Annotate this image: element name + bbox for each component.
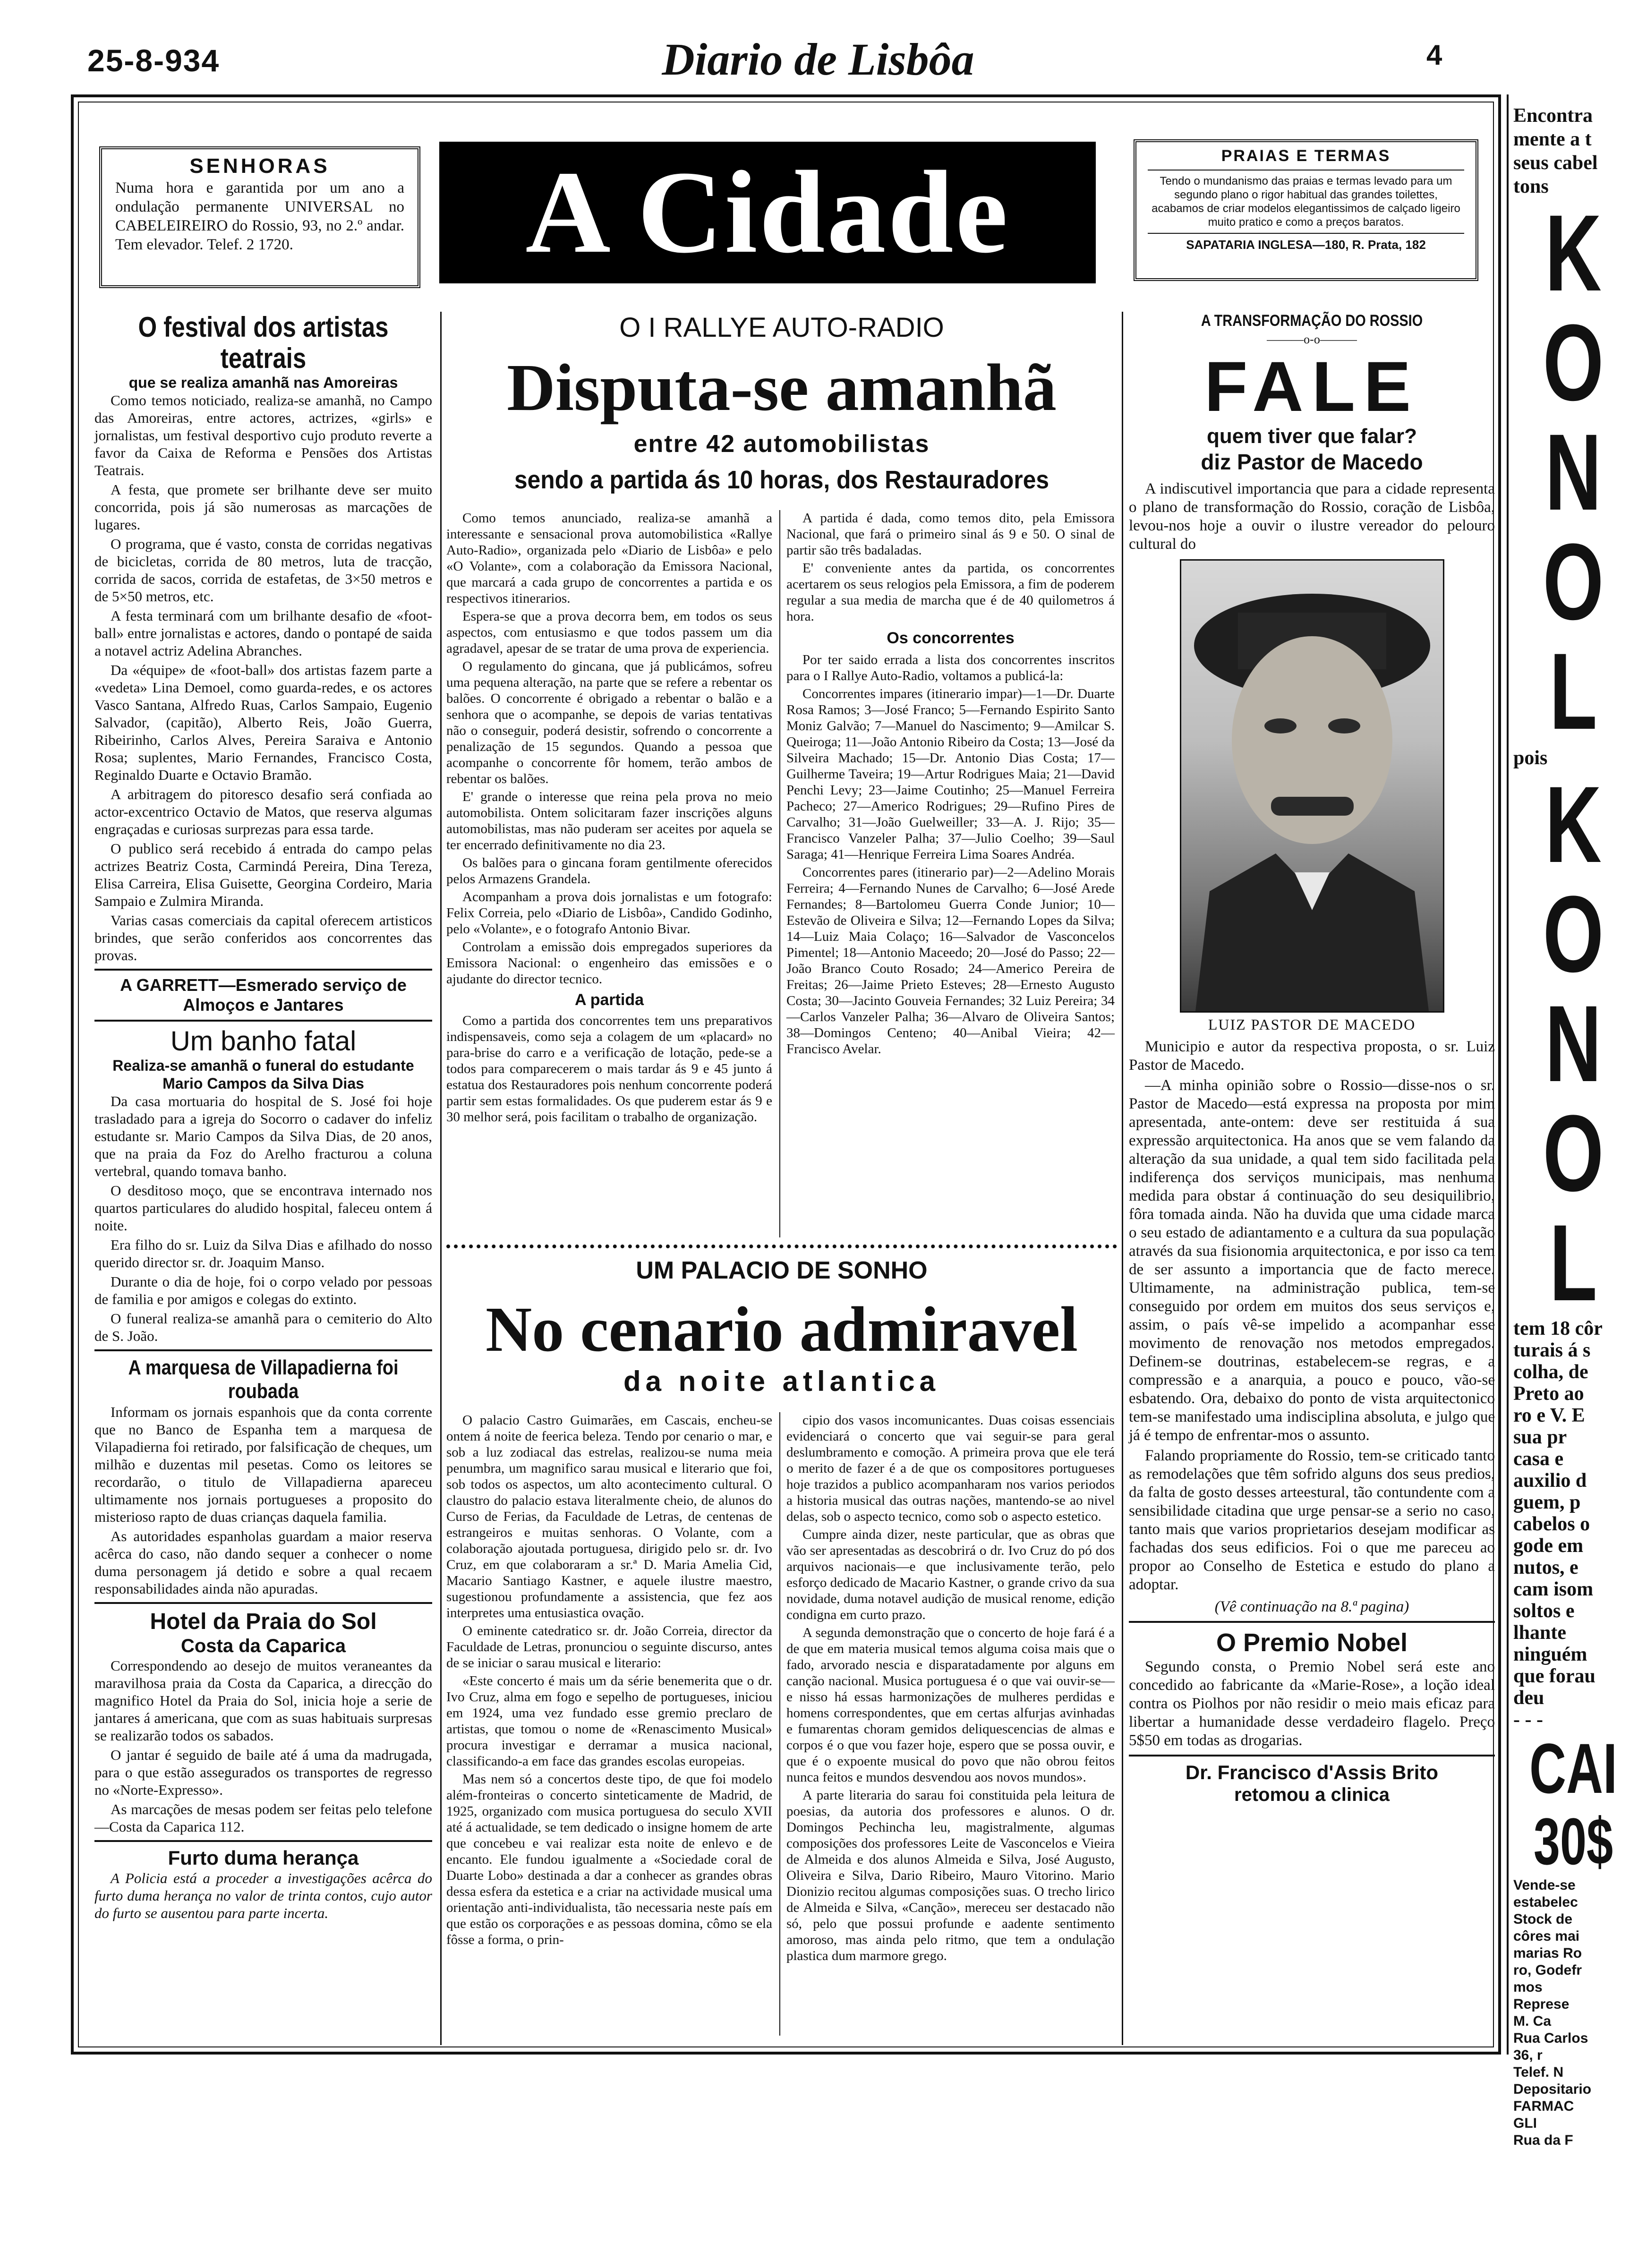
strip-small-line: mos [1513, 1979, 1543, 1995]
rossio-paragraph: Municipio e autor da respectiva proposta, o sr. Luiz Pastor de Macedo. [1129, 1038, 1495, 1074]
strip-line: casa e [1513, 1448, 1564, 1470]
marquesa-paragraph: Informam os jornais espanhois que da conta corrente que no Banco de Espanha tem a marquesa de Vilapadierna foi retirado, por falsificação de cheques, um milhão e duzentas mil pesetas. Como os leitores se recordarão, o titulo de Villapadierna apareceu ultimamente nos jornais portugueses a proposito do misterioso rapto de duas crianças daquela familia. [94, 1404, 432, 1525]
marquesa-headline: A marquesa de Villapadierna foi roubada [128, 1356, 399, 1403]
festival-headline: O festival dos artistas teatrais [138, 311, 389, 374]
issue-date: 25-8-934 [87, 43, 220, 78]
strip-line: sua pr [1513, 1426, 1567, 1448]
rallye-headline: Disputa-se amanhã [507, 350, 1057, 425]
palacio-paragraph: Cumpre ainda dizer, neste particular, que as obras que vão ser apresentadas as descobrirá o dr. Ivo Cruz do pó dos arquivos nacionais—e que inclusivamente terão, pelo esforço dedicado de Macario Kastner, o grande crivo da sua novidade, duma notavel audição de musical renome, edição condigna em curto prazo. [786, 1527, 1115, 1622]
palacio-column-2 [786, 1412, 1115, 1966]
rossio-paragraph: Falando propriamente do Rossio, tem-se criticado tanto as remodelações que têm sofrido alguns dos seus predios, da falta de gosto desses arteestural, tão contundente com a sensibilidade citadina que urge pensar-se a serio no caso, tanto mais que varios proprietarios desejam modificar as fachadas dos seus edificios. Foi o que me pareceu ao propor ao Conselho de Estetica e estudo do plano a adoptar. [1129, 1447, 1495, 1593]
rallye-column-2 [786, 510, 1115, 1059]
heranca-headline: Furto duma herança [168, 1847, 359, 1869]
strip-line: nutos, e [1513, 1557, 1578, 1578]
palacio-subhead: da noite atlantica [623, 1365, 940, 1397]
banho-headline: Um banho fatal [170, 1026, 357, 1057]
strip-line: seus cabel [1513, 152, 1598, 174]
strip-small-line: M. Ca [1513, 2013, 1552, 2029]
partida-heading: A partida [574, 991, 644, 1009]
strip-line: cam isom [1513, 1578, 1594, 1600]
strip-line: cabelos o [1513, 1513, 1590, 1535]
strip-line: guem, p [1513, 1492, 1581, 1513]
festival-paragraph: Da «équipe» de «foot-ball» dos artistas fazem parte a «vedeta» Lina Demoel, como guarda-redes, e os actores Vasco Santana, Alfredo Ruas, Carlos Sampaio, Eugenio Salvador, (capitão), Alberto Reis, João Guerra, Ribeirinho, Carlos Alves, Pereira Saraiva e Antonio Rosa; suplentes, Mario Fernandes, Francisco Costa, Reginaldo Duarte e Octavio Bramão. [94, 662, 432, 783]
rallye-paragraph: A partida é dada, como temos dito, pela Emissora Nacional, que fará o primeiro sinal ás 9 e 50. O sinal de partir são três badaladas. [786, 511, 1115, 558]
rallye-paragraph: Como temos anunciado, realiza-se amanhã a interessante e sensacional prova automobilistica «Rallye Auto-Radio», organizada pelo «Diario de Lisbôa» e pelo «O Volante», com a colaboração da Emissora Nacional, que marcará a cada grupo de concorrentes a partida e os respectivos itinerarios. [446, 511, 772, 606]
rossio-kicker: A TRANSFORMAÇÃO DO ROSSIO [1201, 312, 1423, 330]
strip-small-line: 36, r [1513, 2047, 1543, 2063]
rallye-paragraph: E' grande o interesse que reina pela prova no meio automobilista. Ontem solicitaram fazer inscrições alguns automobilistas, mas não puderam ser aceites por aquela se ter encerrado definitivamente no dia 23. [446, 789, 772, 853]
ad-praias-body: Tendo o mundanismo das praias e termas levado para um segundo plano o rigor habitual das grandes toilettes, acabamos de criar modelos elegantissimos de calçado ligeiro muito pratico e como a preços baratos. [1152, 175, 1460, 229]
festival-paragraph: A festa, que promete ser brilhante deve ser muito concorrida, pois já são numerosas as marcações de lugares. [94, 481, 432, 533]
festival-paragraph: Como temos noticiado, realiza-se amanhã, no Campo das Amoreiras, entre actores, actrizes, «girls» e jornalistas, um festival desportivo cujo produto reverte a favor da Caixa de Reforma e Pensões dos Artistas Teatrais. [94, 392, 432, 478]
rossio-subhead-2: diz Pastor de Macedo [1201, 450, 1423, 474]
strip-line: pois [1513, 747, 1548, 769]
ad-praias [1134, 139, 1478, 281]
strip-small-line: Stock de [1513, 1911, 1573, 1927]
rallye-subhead: entre 42 automobilistas [633, 430, 930, 458]
continued-note: (Vê continuação na 8.ª pagina) [1214, 1598, 1409, 1615]
strip-small-line: Telef. N [1513, 2064, 1564, 2080]
strip-letter: K [1545, 764, 1602, 885]
strip-line: - - - [1513, 1709, 1543, 1731]
banho-paragraph: Durante o dia de hoje, foi o corpo velado por pessoas de familia e por amigos e colegas do extinto. [94, 1273, 432, 1307]
strip-small-line: Depositario [1513, 2081, 1592, 2097]
banho-paragraph: O desditoso moço, que se encontrava internado nos quartos particulares do aludido hospital, faleceu ontem á noite. [94, 1182, 432, 1234]
strip-line: deu [1513, 1687, 1544, 1709]
column-rule [1122, 312, 1123, 2045]
strip-line: soltos e [1513, 1600, 1575, 1622]
concorrentes-pares: Concorrentes pares (itinerario par)—2—Adelino Morais Ferreira; 4—Fernando Nunes de Carvalho; 6—José Arede Fernandes; 8—Bartolomeu Guerra Conde Junior; 10—Estevão de Oliveira e Silva; 12—Fernando Lopes da Silva; 14—Luiz Maia Colaço; 16—Salvador de Vasconcelos Pimentel; 18—Antonio Maceedo; 20—José do Passo; 22—João Branco Couto Rosado; 24—Americo Pereira de Freitas; 26—Jaime Prieto Esteves; 28—Ernesto Augusto Costa; 30—Jacinto Gouveia Fernandes; 32 Luiz Pereira; 34—Carlos Vanzeler Palha; 36—Alvaro de Oliveira Santos; 38—Domingos Centeno; 40—Anibal Vieira; 42—Francisco Avelar. [786, 865, 1115, 1057]
strip-small-line: FARMAC [1513, 2098, 1574, 2114]
strip-letter: O [1543, 873, 1604, 995]
strip-line: ro e V. E [1513, 1405, 1585, 1426]
palacio-kicker: UM PALACIO DE SONHO [636, 1257, 928, 1284]
rallye-paragraph: Acompanham a prova dois jornalistas e um fotografo: Felix Correia, pelo «Diario de Lisbôa», Candido Godinho, pelo «Volante», e o fotografo Antonio Bivar. [446, 889, 772, 937]
rallye-kicker: O I RALLYE AUTO-RADIO [619, 312, 944, 343]
strip-small-line: estabelec [1513, 1894, 1578, 1910]
rallye-subhead-2: sendo a partida ás 10 horas, dos Restauradores [514, 466, 1049, 494]
strip-line: Preto ao [1513, 1383, 1584, 1405]
strip-letter: K [1545, 192, 1602, 314]
palacio-column-1 [446, 1412, 772, 1950]
palacio-headline: No cenario admiravel [486, 1294, 1078, 1365]
photo-caption: LUIZ PASTOR DE MACEDO [1208, 1016, 1416, 1033]
strip-line: Encontra [1513, 105, 1593, 127]
festival-paragraph: Varias casas comerciais da capital oferecem artisticos brindes, que serão conferidos aos concorrentes das provas. [94, 912, 432, 963]
portrait-illustration [1181, 561, 1443, 1011]
strip-line: lhante [1513, 1622, 1567, 1644]
column-rule [440, 312, 442, 2045]
section-divider [446, 1245, 1117, 1248]
concorrentes-impares: Concorrentes impares (itinerario impar)—1—Dr. Duarte Rosa Ramos; 3—José Franco; 5—Fernando Espirito Santo Moniz Galvão; 7—Manuel do Nascimento; 9—Amilcar S. Queiroga; 11—João Antonio Ribeiro da Costa; 13—José da Silveira Machado; 15—Dr. Antonio Dias Costa; 17—Guilherme Taveira; 19—Artur Rodrigues Maia; 21—David Penchi Levy; 23—Jaime Coutinho; 25—Manuel Ferreira Pacheco; 27—Americo Rodrigues; 29—Rufino Pires de Carvalho; 31—João Guelweiller; 33—A. J. Rijo; 35—Francisco Vanzeler Palha; 37—Julio Coelho; 39—Saul Saraga; 41—Henrique Ferreira Lima Soares Andréa. [786, 686, 1115, 862]
rossio-subhead: quem tiver que falar? [1206, 425, 1417, 448]
festival-subhead: que se realiza amanhã nas Amoreiras [128, 374, 398, 391]
strip-small-line: Vende-se [1513, 1877, 1576, 1893]
ad-senhoras-body: Numa hora e garantida por um ano a ondulação permanente UNIVERSAL no CABELEIREIRO do Rossio, 93, no 2.º andar. Tem elevador. Telef. 2 1720. [115, 179, 404, 253]
konol-ad-strip [1507, 94, 1638, 2148]
concorrentes-heading: Os concorrentes [887, 629, 1015, 647]
strip-letter: L [1549, 631, 1597, 752]
ad-senhoras [99, 146, 420, 288]
column-rossio [1129, 312, 1495, 1806]
heranca-body: A Policia está a proceder a investigações acêrca do furto duma herança no valor de trinta contos, cujo autor do furto se ausentou para parte incerta. [94, 1870, 432, 1921]
concorrentes-intro: Por ter saido errada a lista dos concorrentes inscritos para o I Rallye Auto-Radio, voltamos a publicá-la: [786, 652, 1115, 683]
strip-line: mente a t [1513, 128, 1592, 150]
strip-small-lines [1509, 1877, 1638, 2149]
palacio-paragraph: A segunda demonstração que o concerto de hoje fará é a de que em materia musical temos alguma coisa mais que o fado, arvorado nescia e disparatadamente por alguns em canção nacional. Musica portuguesa é o que vai ouvir-se—e nisso há essas harmonizações de mulheres perdidas e homens correspondentes, que em certas alfurjas avinhadas e fumarentas choram gemidos deliquescencias de almas e corpos é o que vou fazer hoje, espero que se possa ouvir, e que é o expoente musical do povo que não obrou feitos nunca feitos e mundos desvendou aos novos mundos». [786, 1625, 1115, 1785]
hotel-headline: Hotel da Praia do Sol [150, 1609, 377, 1634]
festival-paragraph: A festa terminará com um brilhante desafio de «foot-ball» entre jornalistas e actores, dando o pontapé de saida a notavel actriz Adelina Abranches. [94, 607, 432, 659]
newspaper-title: Diario de Lisbôa [662, 34, 974, 85]
festival-paragraph: O programa, que é vasto, consta de corridas negativas de bicicletas, corrida de 80 metros, luta de tracção, corrida de sacos, corrida de estafetas, de 3×50 metros e de 5×50 metros, etc. [94, 536, 432, 605]
strip-letter: O [1543, 1092, 1604, 1214]
strip-line: turais á s [1513, 1339, 1591, 1361]
strip-bottom-lines [1509, 1318, 1638, 1731]
strip-letter: O [1543, 521, 1604, 642]
ad-praias-footer: SAPATARIA INGLESA—180, R. Prata, 182 [1186, 238, 1426, 252]
palacio-paragraph: A parte literaria do sarau foi constituida pela leitura de poesias, da autoria dos professores e alunos. O dr. Domingos Pechincha leu, magistralmente, algumas composições dos professores Leite de Vasconcelos e Vieira de Almeida e dos alunos Almeida e Silva, José Augusto, Oliveira e Silva, Dario Ribeiro, Mauro Vitorino. Mario Dionizio recitou algumas composições suas. O trecho lirico de Almeida e Silva, «Canção», mereceu ser destacado não só, pelo que possui profunde e aadente sentimento amoroso, mas ainda pelo ritmo, que tem a ondulação plastica dum marmore grego. [786, 1788, 1115, 1963]
rossio-intro: A indiscutivel importancia que para a cidade representa o plano de transformação do Rossio, coração de Lisbôa, levou-nos hoje a ouvir o ilustre vereador do pelouro cultural do [1129, 480, 1495, 553]
festival-paragraph: O publico será recebido á entrada do campo pelas actrizes Beatriz Costa, Carmindá Pereira, Dina Tereza, Elisa Carreira, Elisa Guisette, Georgina Cordeiro, Maria Sampaio e Zulmira Miranda. [94, 840, 432, 909]
palacio-paragraph: «Este concerto é mais um da série benemerita que o dr. Ivo Cruz, alma em fogo e sepelho de portugueses, iniciou em 1924, uma vez fundado esse gremio preclaro de artistas, que tomou o nome de «Renascimento Musical» procura investigar e derramar a musica nacional, classificando-a em face das grandes escolas europeias. [446, 1673, 772, 1769]
nobel-headline: O Premio Nobel [1216, 1629, 1408, 1657]
banho-paragraph: O funeral realiza-se amanhã para o cemiterio do Alto de S. João. [94, 1310, 432, 1344]
rallye-paragraph: E' conveniente antes da partida, os concorrentes acertarem os seus relogios pela Emissora, a fim de poderem regular a sua media de marcha que é de 40 quilometros á hora. [786, 561, 1115, 624]
partida-paragraph: Como a partida dos concorrentes tem uns preparativos indispensaveis, como seja a colagem de um «placard» no para-brise do carro e a verificação de lotação, pede-se a todos para comparecerem o mais tardar ás 9 e 45 junto á estatua dos Restauradores pois nenhum concorrente poderá partir sem estas formalidades. Os que puderem estar ás 9 e 30 melhor será, pois facilitam o trabalho de organização. [446, 1013, 772, 1125]
strip-line: que forau [1513, 1665, 1595, 1687]
ad-senhoras-heading: SENHORAS [189, 154, 330, 178]
page-number: 4 [1426, 39, 1442, 71]
hotel-paragraph: O jantar é seguido de baile até á uma da madrugada, para o que estão assegurados os transportes de regresso no «Norte-Expresso». [94, 1747, 432, 1798]
nobel-body: Segundo consta, o Premio Nobel será este ano concedido ao fabricante da «Marie-Rose», a loção ideal contra os Piolhos por não residir o meio mais eficaz para libertar a humanidade desse verdadeiro flagelo. Preço 5$50 em todas as drogarias. [1129, 1658, 1495, 1749]
rallye-paragraph: O regulamento do gincana, que já publicámos, sofreu uma pequena alteração, na parte que se refere a rebentar os balões. O concorrente é obrigado a rebentar o balão e a senhora que o acompanhe, se depois de varias tentativas não o conseguir, poderá desistir, sofrendo o concorrente a penalização de 15 segundos. Quando a pessoa que acompanhe o concorrente fôr homem, terão ambos de rebentar os balões. [446, 659, 772, 786]
strip-line: colha, de [1513, 1361, 1588, 1383]
strip-small-line: Represe [1513, 1996, 1570, 2012]
brito-subhead: retomou a clinica [1234, 1784, 1390, 1805]
strip-line: ninguém [1513, 1644, 1587, 1665]
banho-subhead: Realiza-se amanhã o funeral do estudante Mario Campos da Silva Dias [112, 1057, 414, 1092]
rossio-headline: FALE [1204, 347, 1420, 426]
strip-line: tons [1513, 176, 1549, 197]
strip-letter: N [1545, 983, 1602, 1104]
column-rule [779, 510, 780, 1237]
festival-paragraph: A arbitragem do pitoresco desafio será confiada ao actor-excentrico Octavio de Matos, que reserva algumas engraçadas e curiosas surprezas para essa tarde. [94, 786, 432, 837]
strip-letter: O [1543, 302, 1604, 423]
rossio-paragraph: —A minha opinião sobre o Rossio—disse-nos o sr. Pastor de Macedo—está expressa na proposta por mim apresentada, ante-ontem: deve ser restituida á sua expressão arquitectonica. Ha anos que se vem falando da alteração da sua unidade, a qual tem sido facilitada pela indiferença dos serviços municipais, mas nenhuma medida para obstar á continuação do seu desiquilibrio, fôra tomada ainda. Não ha duvida que uma cidade marca o seu estado de adiantamento e a cultura da sua população através da sua fisionomia arquitectonica, e por isso ca tem de ser assunto a importancia que de facto merece. Ultimamente, na administração publica, tem-se conseguido por ordem em muitos dos seus serviços e, assim, o país vê-se impelido a acompanhar esse movimento de renovação nos metodos empregados. Definem-se doutrinas, estabelecem-se regras, e a compressão e a anarquia, a pouco e pouco, vão-se esbatendo. Ora, debaixo do ponto de vista arquitectonico tem-se manifestado uma indisciplina absoluta, e julgo que já é tempo de enfrentar-mos o assunto. [1129, 1077, 1495, 1444]
rallye-column-1 [446, 510, 772, 1127]
strip-cal: CAI [1529, 1729, 1617, 1808]
rallye-paragraph: Controlam a emissão dois empregados superiores da Emissora Nacional: o engenheiro das emissões e o ajudante do director tecnico. [446, 939, 772, 987]
column-rule [779, 1412, 780, 2036]
strip-line: tem 18 côr [1513, 1318, 1603, 1339]
strip-small-line: Rua Carlos [1513, 2030, 1588, 2046]
strip-line: auxilio d [1513, 1470, 1587, 1492]
garrett-headline: A GARRETT—Esmerado serviço de Almoços e Jantares [120, 975, 407, 1015]
palacio-paragraph: Mas nem só a concertos deste tipo, de que foi modelo além-fronteiras o concerto sinteticamente de Madrid, de 1925, organizado com musica portuguesa do seculo XVII até á actualidade, se tem dedicado o insigne homem de arte que concebeu e vai realizar esta noite de enlevo e de encanto. Ele fundou igualmente a «Sociedade coral de Duarte Lobo» destinada a dar a conhecer as grandes obras dessa esfera da estetica e a criar na actividade musical uma orientação anti-individualista, tão necessaria neste país em que estão os corporações e as pessoas domina, cômo se ela fôsse a forma, o prin- [446, 1772, 772, 1947]
strip-small-line: ro, Godefr [1513, 1962, 1582, 1978]
column-1 [94, 312, 432, 1924]
palacio-paragraph: O palacio Castro Guimarães, em Cascais, encheu-se ontem á noite de feerica beleza. Tendo por cenario o mar, e sob a luz zodiacal das estrelas, realizou-se numa meia penumbra, um magnifico sarau musical e literario que foi, sob todos os aspectos, um alto acontecimento cultural. O claustro do palacio estava literalmente cheio, de alunos do Curso de Ferias, da Faculdade de Letras, de centenas de estrangeiros e muitas senhoras. O Volante, com a colaboração ajoutada portuguesa, dirigido pelo sr. dr. Ivo Cruz, em que colaboraram a sr.ª D. Maria Amelia Cid, Macario Santiago Kastner, e aquele ilustre maestro, sugestionou profundamente a assistencia, que fez aos interpretes uma entusiastica ovação. [446, 1413, 772, 1620]
strip-letter: N [1545, 411, 1602, 533]
strip-line: gode em [1513, 1535, 1584, 1557]
strip-small-line: GLI [1513, 2115, 1537, 2131]
ad-praias-heading: PRAIAS E TERMAS [1221, 147, 1391, 165]
hotel-subhead: Costa da Caparica [180, 1636, 346, 1656]
palacio-paragraph: cipio dos vasos incomunicantes. Duas coisas essenciais evidenciará o concerto que vai seguir-se para geral deslumbramento e comoção. A primeira prova que ele terá o merito de fazer é a de que os compositores portugueses hoje trazidos a publico acompanharam nos varios periodos a historia musical das outras nações, mantendo-se ao nivel delas, sob o aspecto tecnico, como sob o aspecto estetico. [786, 1413, 1115, 1524]
portrait-photo [1180, 559, 1444, 1013]
strip-small-line: marias Ro [1513, 1945, 1582, 1961]
marquesa-paragraph: As autoridades espanholas guardam a maior reserva acêrca do caso, não dando sequer a conhecer o nome duma personagem já detido e sobre a qual recaem responsabilidades ainda não apuradas. [94, 1528, 432, 1597]
section-banner: A Cidade [439, 142, 1096, 283]
banho-paragraph: Era filho do sr. Luiz da Silva Dias e afilhado do nosso querido director sr. dr. Joaquim Manso. [94, 1236, 432, 1270]
banho-paragraph: Da casa mortuaria do hospital de S. José foi hoje trasladado para a igreja do Socorro o cadaver do infeliz estudante sr. Mario Campos da Silva Dias, de 20 anos, que na praia da Foz do Arelho fracturou a coluna vertebral, quando tomava banho. [94, 1093, 432, 1179]
palacio-paragraph: O eminente catedratico sr. dr. João Correia, director da Faculdade de Letras, pronunciou o seguinte discurso, antes de se iniciar o sarau musical e literario: [446, 1623, 772, 1671]
strip-price: 30$ [1533, 1804, 1613, 1878]
brito-headline: Dr. Francisco d'Assis Brito [1185, 1761, 1439, 1783]
rallye-paragraph: Os balões para o gincana foram gentilmente oferecidos pelos Armazens Grandela. [446, 855, 772, 887]
strip-letter: L [1549, 1202, 1597, 1323]
hotel-paragraph: As marcações de mesas podem ser feitas pelo telefone—Costa da Caparica 112. [94, 1801, 432, 1835]
rallye-paragraph: Espera-se que a prova decorra bem, em todos os seus aspectos, com entusiasmo e que todos passem um dia agradavel, apesar de se tratar de uma prova de experiencia. [446, 609, 772, 656]
strip-small-line: côres mai [1513, 1928, 1580, 1944]
ornament: ———o-o——— [1267, 333, 1357, 346]
hotel-paragraph: Correspondendo ao desejo de muitos veraneantes da maravilhosa praia da Costa da Caparica, a direcção do magnifico Hotel da Praia do Sol, inicia hoje a serie de jantares á americana, que com as suas habituais surpresas se realizarão todos os sabados. [94, 1657, 432, 1744]
strip-small-line: Rua da F [1513, 2132, 1573, 2148]
